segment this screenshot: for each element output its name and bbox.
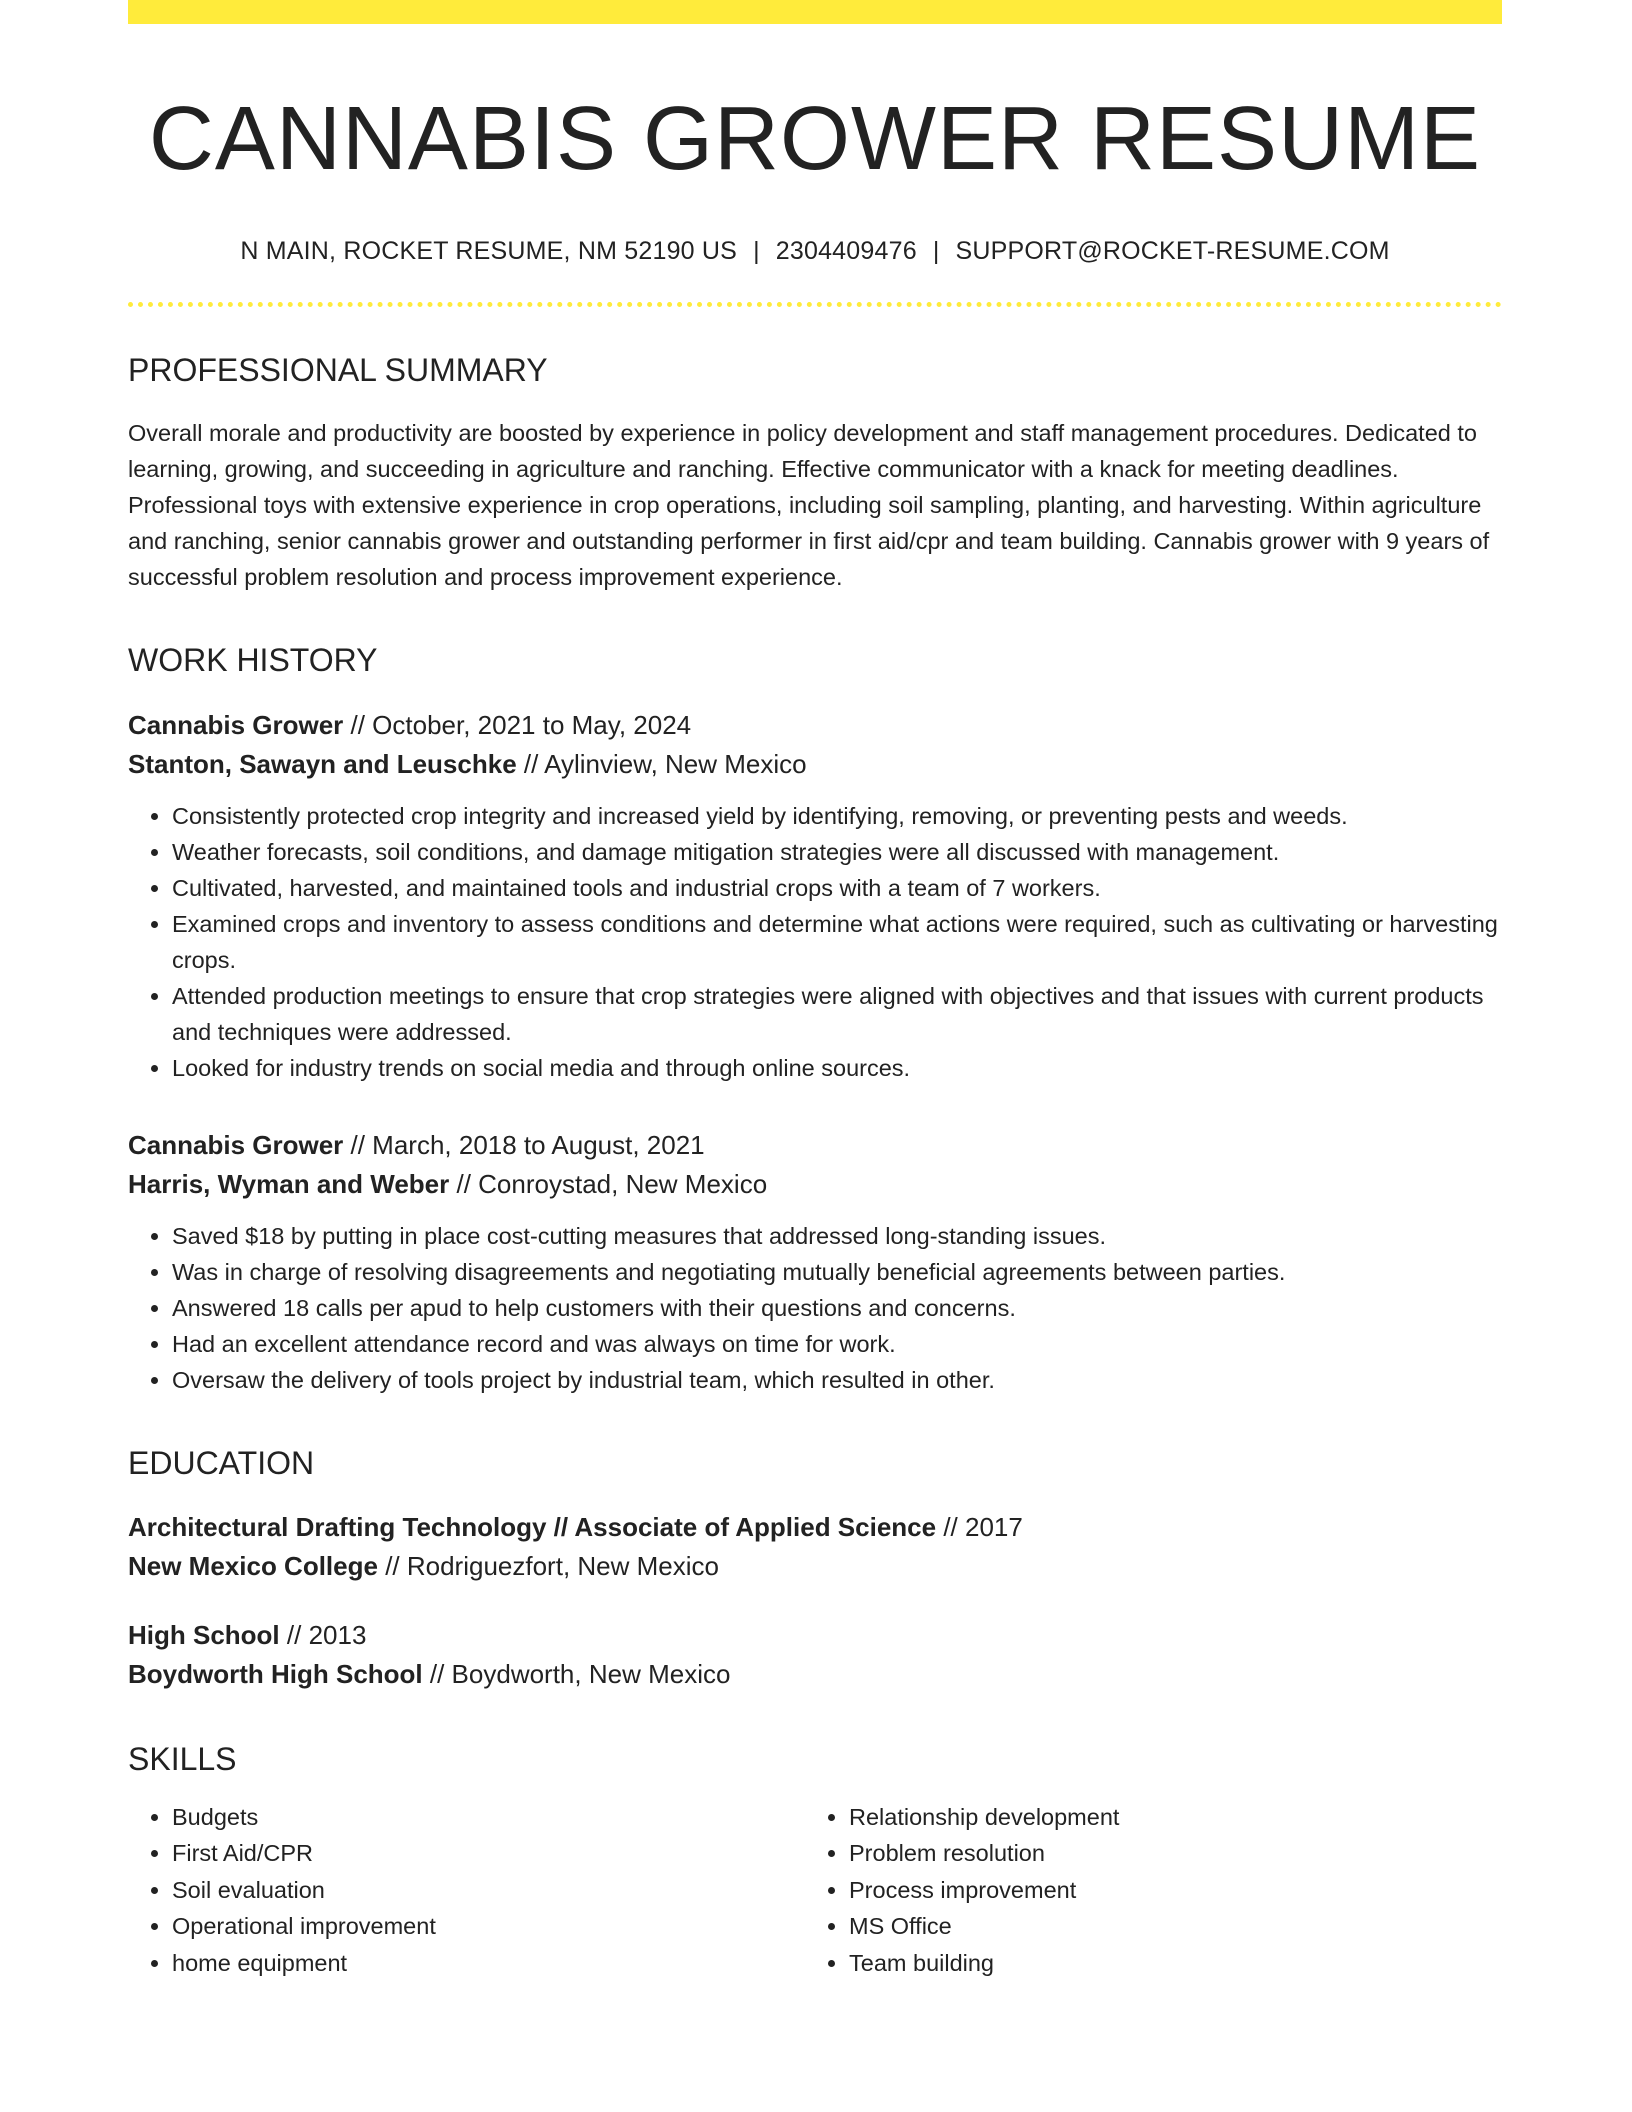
education-degree-line bbox=[128, 1616, 1502, 1655]
skills-heading: SKILLS bbox=[128, 1741, 237, 1778]
contact-separator: | bbox=[932, 237, 940, 265]
contact-phone: 2304409476 bbox=[775, 237, 917, 265]
skill-item: • Soil evaluation bbox=[172, 1872, 805, 1909]
job-entry bbox=[128, 706, 1502, 1086]
resume-title: CANNABIS GROWER RESUME bbox=[148, 89, 1482, 189]
skill-item: • Budgets bbox=[172, 1799, 805, 1836]
job-company-line bbox=[128, 745, 1502, 784]
job-bullets bbox=[128, 798, 1502, 1086]
education-degree: High School bbox=[128, 1620, 280, 1651]
list-item: • Weather forecasts, soil conditions, and damage mitigation strategies were all discussed with management. bbox=[172, 834, 1502, 870]
list-item: • Looked for industry trends on social media and through online sources. bbox=[172, 1050, 1502, 1086]
job-dates: // October, 2021 to May, 2024 bbox=[343, 709, 692, 740]
resume-content bbox=[128, 0, 1502, 1981]
list-item: • Attended production meetings to ensure that crop strategies were aligned with objectives and that issues with current products and techniques were addressed. bbox=[172, 978, 1502, 1050]
skill-item: • Operational improvement bbox=[172, 1908, 805, 1945]
education-year: // 2013 bbox=[279, 1620, 367, 1651]
dotted-divider bbox=[128, 302, 1502, 307]
education-entry bbox=[128, 1616, 1502, 1694]
skill-item: • Process improvement bbox=[849, 1872, 1482, 1909]
skill-item: • home equipment bbox=[172, 1945, 805, 1982]
contact-line bbox=[128, 237, 1502, 266]
work-history-heading: WORK HISTORY bbox=[128, 642, 378, 679]
education-school-line bbox=[128, 1655, 1502, 1694]
skill-item: • Problem resolution bbox=[849, 1835, 1482, 1872]
list-item: • Saved $18 by putting in place cost-cutting measures that addressed long-standing issues. bbox=[172, 1218, 1502, 1254]
accent-top-bar bbox=[128, 0, 1502, 24]
contact-address: N MAIN, ROCKET RESUME, NM 52190 US bbox=[240, 237, 738, 265]
job-company: Stanton, Sawayn and Leuschke bbox=[128, 748, 517, 779]
list-item: • Had an excellent attendance record and was always on time for work. bbox=[172, 1326, 1502, 1362]
education-heading: EDUCATION bbox=[128, 1444, 315, 1481]
job-title: Cannabis Grower bbox=[128, 1129, 344, 1160]
list-item: • Examined crops and inventory to assess conditions and determine what actions were required, such as cultivating or harvesting crops. bbox=[172, 906, 1502, 978]
job-location: // Aylinview, New Mexico bbox=[516, 748, 807, 779]
list-item: • Answered 18 calls per apud to help customers with their questions and concerns. bbox=[172, 1290, 1502, 1326]
skill-item: • MS Office bbox=[849, 1908, 1482, 1945]
job-location: // Conroystad, New Mexico bbox=[449, 1168, 768, 1199]
list-item: • Was in charge of resolving disagreements and negotiating mutually beneficial agreements between parties. bbox=[172, 1254, 1502, 1290]
skills-column-left bbox=[128, 1799, 805, 1982]
list-item: • Oversaw the delivery of tools project by industrial team, which resulted in other. bbox=[172, 1362, 1502, 1398]
contact-email: SUPPORT@ROCKET-RESUME.COM bbox=[955, 237, 1390, 265]
job-title-line bbox=[128, 1126, 1502, 1165]
skill-item: • Relationship development bbox=[849, 1799, 1482, 1836]
job-entry bbox=[128, 1126, 1502, 1398]
education-location: // Boydworth, New Mexico bbox=[422, 1659, 731, 1690]
list-item: • Consistently protected crop integrity and increased yield by identifying, removing, or preventing pests and weeds. bbox=[172, 798, 1502, 834]
job-dates: // March, 2018 to August, 2021 bbox=[343, 1129, 705, 1160]
skill-item: • First Aid/CPR bbox=[172, 1835, 805, 1872]
education-school: Boydworth High School bbox=[128, 1659, 423, 1690]
contact-separator: | bbox=[753, 237, 760, 265]
summary-heading: PROFESSIONAL SUMMARY bbox=[128, 352, 548, 388]
education-degree-line bbox=[128, 1508, 1502, 1547]
summary-text: Overall morale and productivity are boosted by experience in policy development and staff management procedures. Dedicated to learning, growing, and succeeding in agriculture and ranching. Effective communicator with a knack for meeting deadlines. Professional toys with extensive experience in crop operations, including soil sampling, planting, and harvesting. Within agriculture and ranching, senior cannabis grower and outstanding performer in first aid/cpr and team building. Cannabis grower with 9 years of successful problem resolution and process improvement experience. bbox=[128, 420, 1490, 591]
education-degree: Architectural Drafting Technology // Associate of Applied Science bbox=[128, 1512, 937, 1543]
skill-item: • Team building bbox=[849, 1945, 1482, 1982]
education-year: // 2017 bbox=[936, 1512, 1023, 1543]
job-title-line bbox=[128, 706, 1502, 745]
job-company-line bbox=[128, 1165, 1502, 1204]
education-location: // Rodriguezfort, New Mexico bbox=[377, 1551, 719, 1582]
skills-list bbox=[128, 1799, 1502, 1982]
job-company: Harris, Wyman and Weber bbox=[128, 1168, 450, 1199]
list-item: • Cultivated, harvested, and maintained tools and industrial crops with a team of 7 workers. bbox=[172, 870, 1502, 906]
job-bullets bbox=[128, 1218, 1502, 1398]
job-title: Cannabis Grower bbox=[128, 709, 344, 740]
skills-column-right bbox=[805, 1799, 1482, 1982]
education-entry bbox=[128, 1508, 1502, 1586]
education-school-line bbox=[128, 1547, 1502, 1586]
education-school: New Mexico College bbox=[128, 1551, 378, 1582]
